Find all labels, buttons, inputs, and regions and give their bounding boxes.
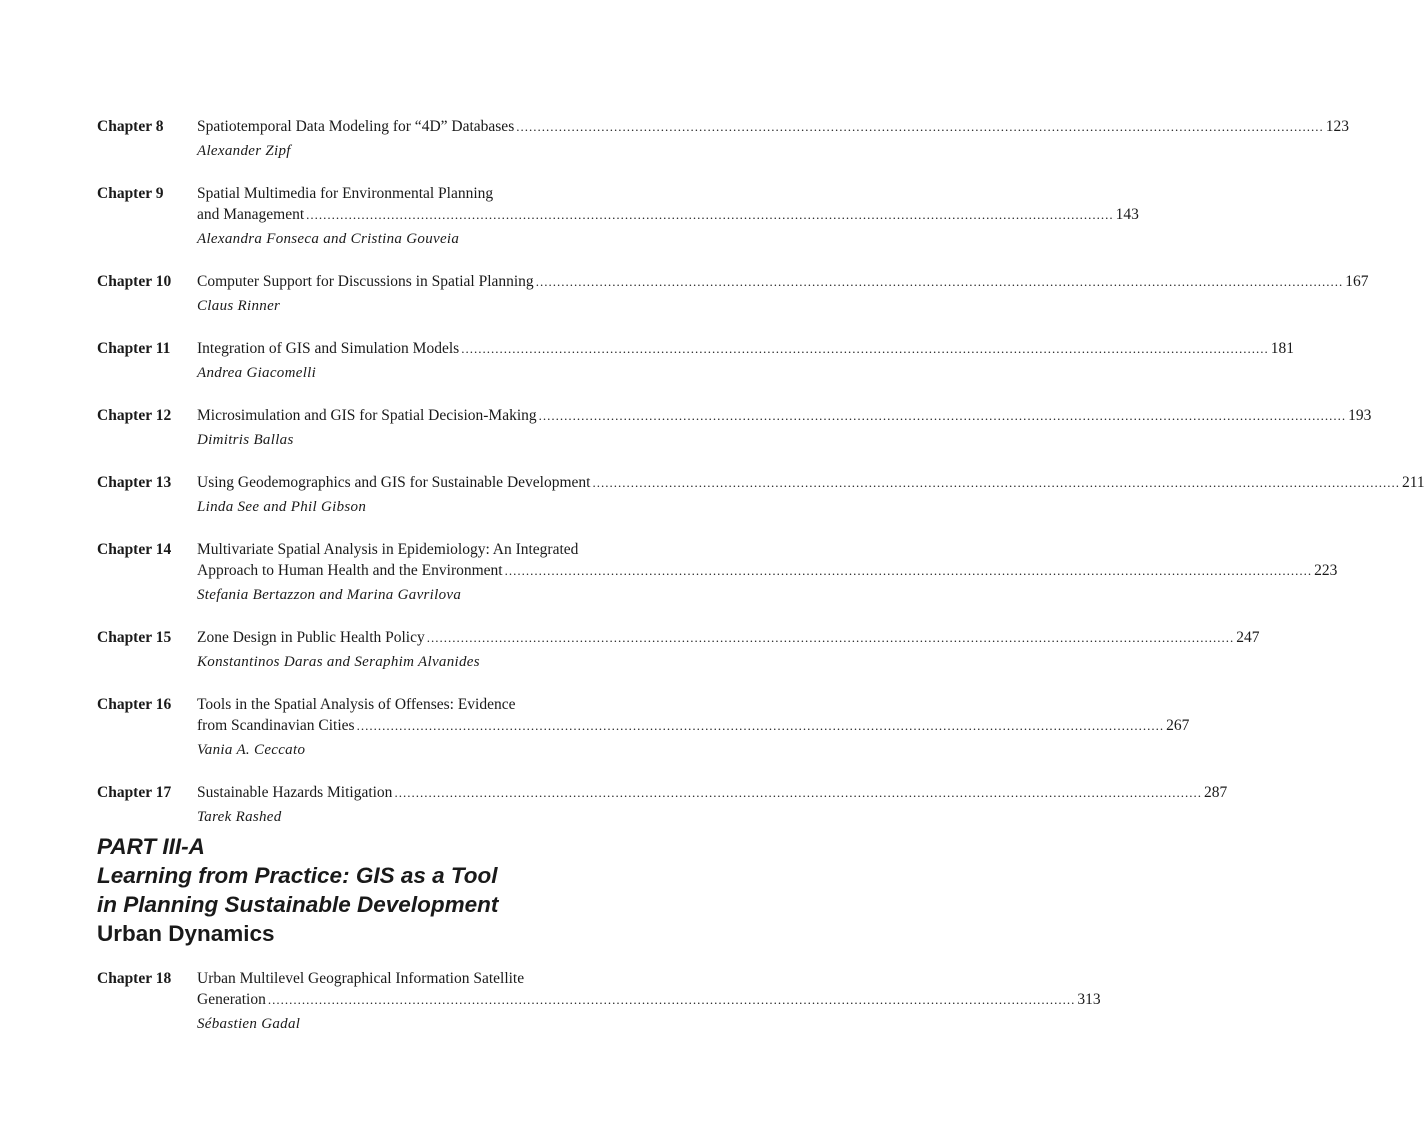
page-number: 223	[1314, 562, 1338, 579]
leader-dots	[268, 989, 1076, 1010]
page-number: 193	[1348, 407, 1372, 424]
chapter-author: Tarek Rashed	[197, 809, 282, 825]
toc-entry[interactable]	[97, 183, 1139, 250]
chapter-label: Chapter 8	[97, 118, 164, 135]
toc-entry[interactable]	[97, 694, 1190, 761]
chapter-title: Spatiotemporal Data Modeling for “4D” Databases	[197, 118, 515, 135]
chapter-label: Chapter 14	[97, 541, 172, 558]
chapter-author: Andrea Giacomelli	[197, 365, 317, 381]
chapter-title: Using Geodemographics and GIS for Sustainable Development	[197, 474, 591, 491]
leader-dots	[536, 271, 1344, 292]
chapter-label: Chapter 13	[97, 474, 172, 491]
chapter-title: Computer Support for Discussions in Spatial Planning	[197, 273, 534, 290]
toc-entry[interactable]	[97, 271, 1369, 317]
toc-entry[interactable]	[97, 627, 1260, 673]
page-number: 167	[1345, 273, 1369, 290]
toc-entry[interactable]	[97, 968, 1101, 1035]
leader-dots	[306, 204, 1114, 225]
page-number: 287	[1203, 784, 1228, 801]
chapter-label: Chapter 18	[97, 970, 172, 987]
leader-dots	[461, 338, 1269, 359]
chapter-title: Microsimulation and GIS for Spatial Decision-Making	[197, 407, 537, 424]
chapter-label: Chapter 12	[97, 407, 172, 424]
toc-entry[interactable]	[97, 116, 1349, 162]
toc-entry[interactable]	[97, 472, 1425, 518]
leader-dots	[357, 715, 1165, 736]
chapter-title: Zone Design in Public Health Policy	[197, 629, 425, 646]
chapter-label: Chapter 9	[97, 185, 164, 202]
part-title-line1: Learning from Practice: GIS as a Tool	[97, 863, 498, 888]
chapter-author: Sébastien Gadal	[197, 1016, 301, 1032]
toc-list	[97, 116, 1425, 849]
chapter-title: Tools in the Spatial Analysis of Offenses: Evidence	[197, 696, 516, 713]
page-number: 247	[1236, 629, 1260, 646]
leader-dots	[592, 472, 1400, 493]
part-label: PART III-A	[97, 834, 205, 859]
chapter-title-cont: from Scandinavian Cities	[197, 717, 355, 734]
page-number: 181	[1270, 340, 1294, 357]
chapter-label: Chapter 16	[97, 696, 172, 713]
toc-entry[interactable]	[97, 782, 1228, 828]
leader-dots	[505, 560, 1313, 581]
chapter-title: Sustainable Hazards Mitigation	[197, 784, 393, 801]
toc-entry[interactable]	[97, 405, 1372, 451]
chapter-author: Claus Rinner	[197, 298, 281, 314]
part-title-line2: in Planning Sustainable Development	[97, 892, 499, 917]
chapter-label: Chapter 10	[97, 273, 172, 290]
part-toc-list	[97, 968, 1101, 1056]
chapter-title: Urban Multilevel Geographical Information Satellite	[197, 970, 525, 987]
page-number: 143	[1115, 206, 1139, 223]
leader-dots	[516, 116, 1324, 137]
chapter-title: Multivariate Spatial Analysis in Epidemiology: An Integrated	[197, 541, 579, 558]
chapter-label: Chapter 11	[97, 340, 171, 357]
chapter-title: Integration of GIS and Simulation Models	[197, 340, 460, 357]
chapter-author: Linda See and Phil Gibson	[197, 499, 367, 515]
chapter-label: Chapter 15	[97, 629, 172, 646]
chapter-title-cont: Generation	[197, 991, 266, 1008]
chapter-author: Alexandra Fonseca and Cristina Gouveia	[197, 231, 460, 247]
part-heading	[97, 832, 717, 948]
part-subtitle: Urban Dynamics	[97, 921, 275, 946]
chapter-title-cont: and Management	[197, 206, 305, 223]
toc-entry[interactable]	[97, 338, 1294, 384]
page-number: 267	[1166, 717, 1190, 734]
chapter-author: Vania A. Ceccato	[197, 742, 306, 758]
chapter-title-cont: Approach to Human Health and the Environment	[197, 562, 503, 579]
toc-entry[interactable]	[97, 539, 1338, 606]
chapter-author: Dimitris Ballas	[197, 432, 294, 448]
page-number: 123	[1325, 118, 1349, 135]
chapter-author: Alexander Zipf	[197, 143, 291, 159]
leader-dots	[394, 782, 1202, 803]
leader-dots	[427, 627, 1235, 648]
leader-dots	[539, 405, 1347, 426]
page-number: 313	[1077, 991, 1101, 1008]
chapter-author: Konstantinos Daras and Seraphim Alvanides	[197, 654, 480, 670]
chapter-label: Chapter 17	[97, 784, 172, 801]
chapter-author: Stefania Bertazzon and Marina Gavrilova	[197, 587, 462, 603]
page-number: 211	[1401, 474, 1425, 491]
chapter-title: Spatial Multimedia for Environmental Planning	[197, 185, 494, 202]
